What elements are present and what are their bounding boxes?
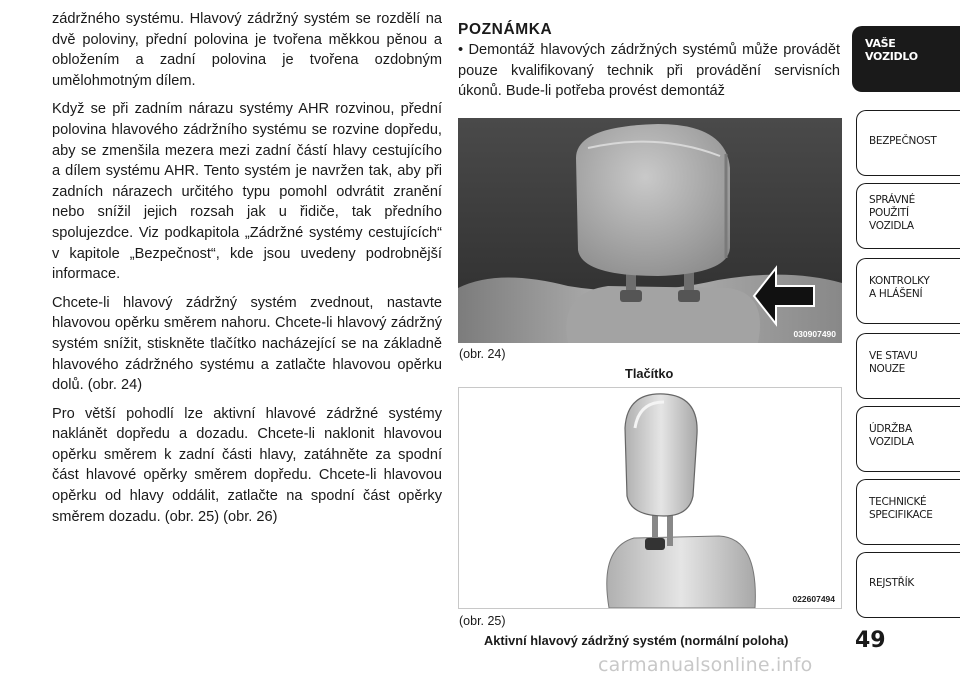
figure-active-headrest: [458, 387, 842, 609]
tab-rejstrik[interactable]: REJSTŘÍK: [856, 552, 960, 618]
tab-spravne-pouziti-vozidla[interactable]: SPRÁVNÉ POUŽITÍ VOZIDLA: [856, 183, 960, 249]
paragraph: Pro větší pohodlí lze aktivní hlavové zádržné systémy naklánět dopředu a dozadu. Chcete-li naklonit hlavovou opěrku směrem k zadní části hlavy, zatáhněte za spodní část hlavové opěrky směrem dopředu. Chcete-li hlavovou opěrku od hlavy oddálit, zatlačte na spodní část opěrky směrem dozadu. (obr. 25) (obr. 26): [52, 405, 442, 525]
tab-udrzba-vozidla[interactable]: ÚDRŽBA VOZIDLA: [856, 406, 960, 472]
tab-technicke-specifikace[interactable]: TECHNICKÉ SPECIFIKACE: [856, 479, 960, 545]
page-number: 49: [855, 628, 886, 653]
tab-bezpecnost[interactable]: BEZPEČNOST: [856, 110, 960, 176]
tab-ve-stavu-nouze[interactable]: VE STAVU NOUZE: [856, 333, 960, 399]
note-text: • Demontáž hlavových zádržných systémů může provádět pouze kvalifikovaný technik při provádění servisních úkonů. Bude-li potřeba provést demontáž: [458, 42, 840, 100]
paragraph: Chcete-li hlavový zádržný systém zvednout, nastavte hlavovou opěrku směrem nahoru. Chcete-li hlavový zádržný systém snížit, stiskněte tlačítko nacházející se na základně hlavového zádržného systému a zatlačte hlavovou opěrku dolů. (obr. 24): [52, 294, 442, 394]
paragraph: zádržného systému. Hlavový zádržný systém se rozdělí na dvě poloviny, přední polovina je tvořena měkkou pěnou a obložením a zadní polovina je tvořena ozdobným umělohmotným dílem.: [52, 11, 442, 89]
figure-ref: (obr. 25): [459, 614, 506, 628]
figure-caption: Aktivní hlavový zádržný systém (normální poloha): [484, 633, 789, 648]
figure-code: 030907490: [793, 329, 836, 339]
figure-code: 022607494: [792, 594, 835, 604]
headrest-drawing: [459, 388, 841, 608]
note-title: POZNÁMKA: [458, 21, 553, 38]
figure-ref: (obr. 24): [459, 347, 506, 361]
paragraph: Když se při zadním nárazu systémy AHR rozvinou, přední polovina hlavového zádržního systému se rozvine dopředu, aby se zmenšila mezera mezi zadní částí hlavy cestujícího a dílem systému AHR. Tento systém je navržen tak, aby při zadních nárazech určitého typu pomohl odvrátit zranění nebo snížil jejich rozsah jak u řidiče, tak předního spolujezdce. Viz podkapitola „Zádržné systémy cestujících“ v kapitole „Bezpečnost“, kde jsou uvedeny podrobnější informace.: [52, 101, 442, 283]
headrest-photo: [458, 118, 842, 343]
note-block: [458, 20, 840, 102]
tab-kontrolky-a-hlaseni[interactable]: KONTROLKY A HLÁŠENÍ: [856, 258, 960, 324]
tab-vase-vozidlo[interactable]: VAŠE VOZIDLO: [852, 26, 960, 92]
watermark: carmanualsonline.info: [598, 654, 813, 676]
figure-headrest-button: [458, 118, 842, 343]
figure-caption: Tlačítko: [625, 366, 674, 381]
body-text-column: [52, 9, 442, 535]
